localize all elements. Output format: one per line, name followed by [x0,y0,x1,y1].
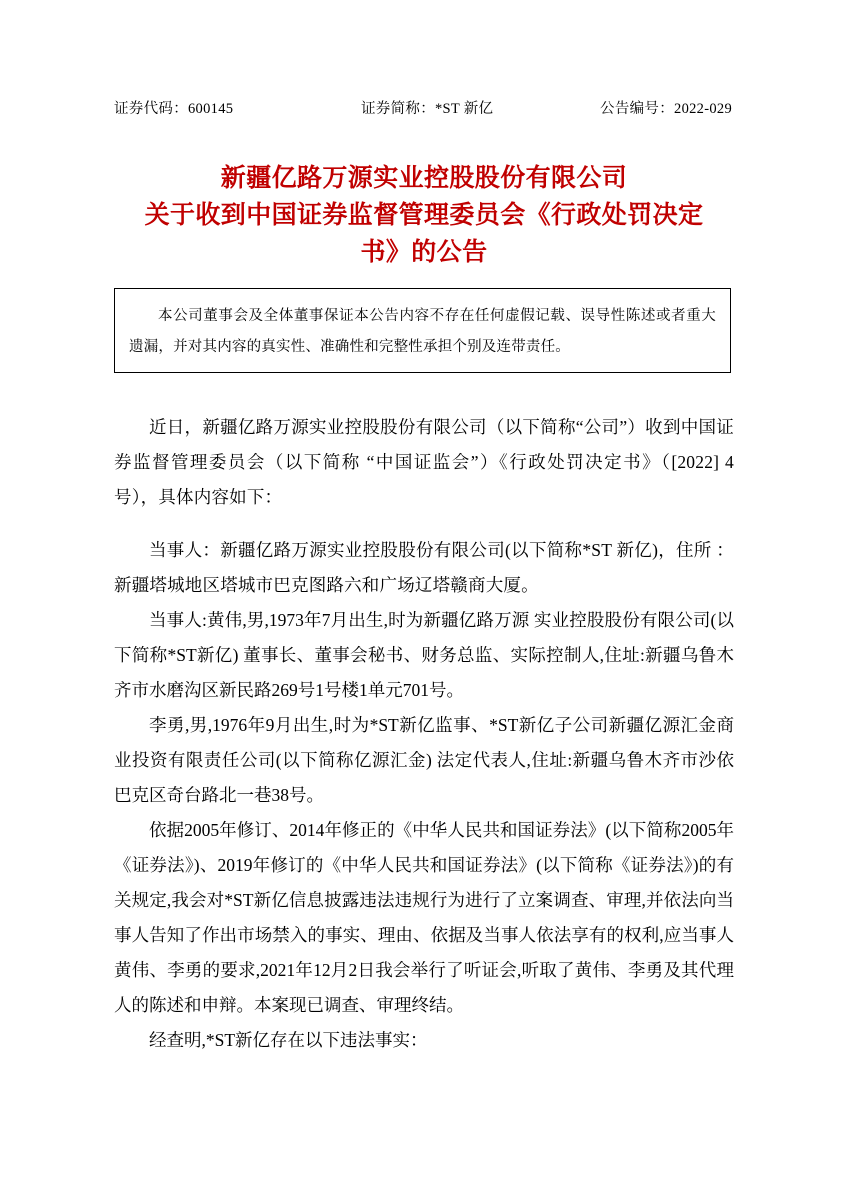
document-body [114,410,734,1058]
body-paragraph-3: 当事人:黄伟,男,1973年7月出生,时为新疆亿路万源 实业控股股份有限公司(以下简称*ST新亿) 董事长、董事会秘书、财务总监、实际控制人,住址:新疆乌鲁木齐市水磨沟区新民路269号1号楼1单元701号。 [114,610,734,700]
title-line-2: 关于收到中国证券监督管理委员会《行政处罚决定 [144,202,704,229]
security-code: 证券代码：600145 [114,101,234,117]
disclaimer-text: 本公司董事会及全体董事保证本公告内容不存在任何虚假记载、误导性陈述或者重大遗漏，并对其内容的真实性、准确性和完整性承担个别及连带责任。 [129,308,716,355]
disclaimer-box [114,288,731,373]
title-line-3: 书》的公告 [360,239,488,266]
announcement-number: 公告编号：2022-029 [600,101,732,117]
body-paragraph-2: 当事人：新疆亿路万源实业控股股份有限公司(以下简称*ST 新亿)，住所 ：新疆塔城地区塔城市巴克图路六和广场辽塔赣商大厦。 [114,540,734,595]
body-paragraph-5: 依据2005年修订、2014年修正的《中华人民共和国证券法》(以下简称2005年《证券法》)、2019年修订的《中华人民共和国证券法》(以下简称《证券法》)的有关规定,我会对*ST新亿信息披露违法违规行为进行了立案调查、审理,并依法向当事人告知了作出市场禁入的事实、理由、依据及当事人依法享有的权利,应当事人黄伟、李勇的要求,2021年12月2日我会举行了听证会,听取了黄伟、李勇及其代理人的陈述和申辩。本案现已调查、审理终结。 [114,820,734,1015]
body-paragraph-1: 近日，新疆亿路万源实业控股股份有限公司（以下简称“公司”）收到中国证券监督管理委员会（以下简称 “中国证监会”）《行政处罚决定书》（[2022] 4号），具体内容如下： [114,417,734,507]
security-abbreviation: 证券简称：*ST 新亿 [361,101,494,117]
body-paragraph-4: 李勇,男,1976年9月出生,时为*ST新亿监事、*ST新亿子公司新疆亿源汇金商业投资有限责任公司(以下简称亿源汇金) 法定代表人,住址:新疆乌鲁木齐市沙依巴克区奇台路北一巷38号。 [114,715,734,805]
title-line-1: 新疆亿路万源实业控股股份有限公司 [220,165,628,192]
document-header [114,97,734,118]
page-title [114,160,734,271]
body-paragraph-6: 经查明,*ST新亿存在以下违法事实： [149,1030,428,1050]
